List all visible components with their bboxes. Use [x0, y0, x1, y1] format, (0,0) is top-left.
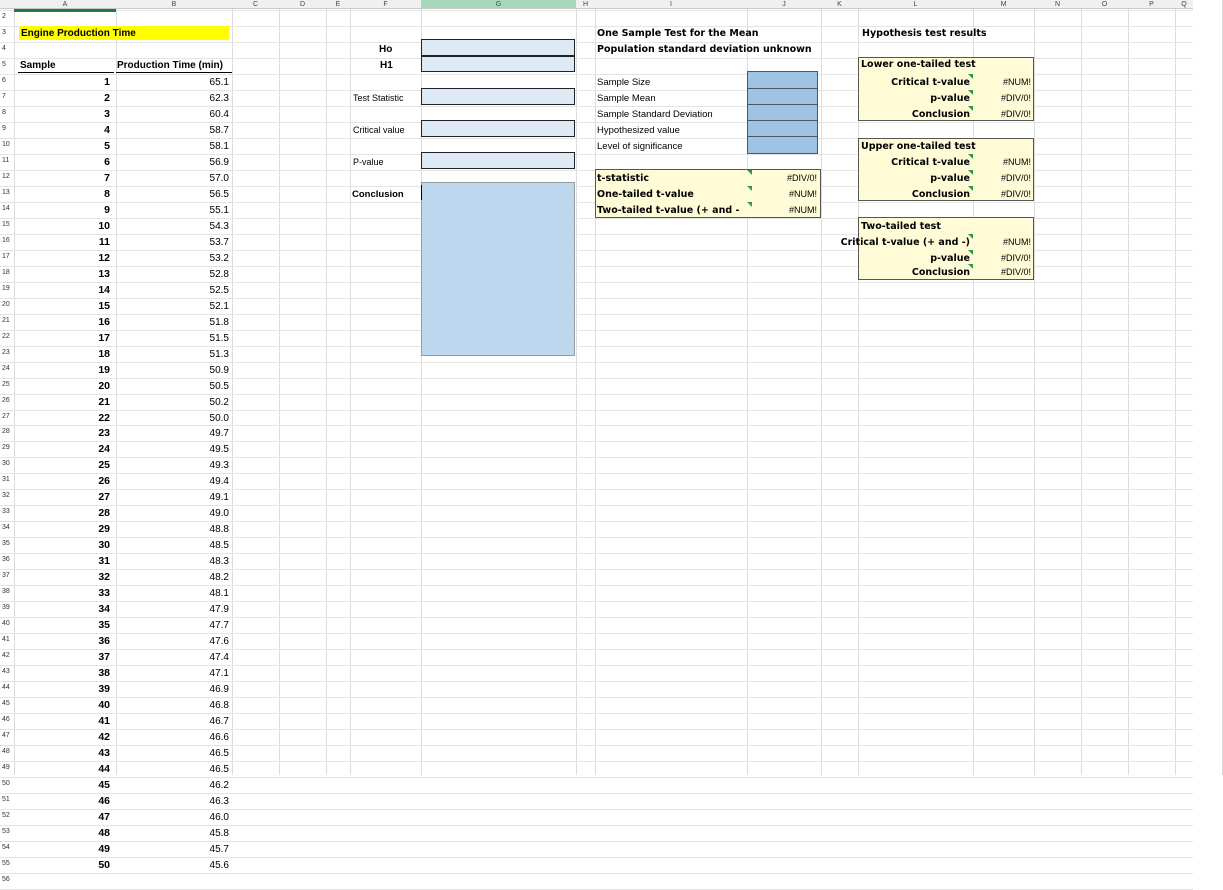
result-label: Critical t-value [891, 157, 970, 168]
ho-label: Ho [379, 44, 393, 55]
column-gridline [326, 0, 327, 775]
sample-number: 43 [98, 747, 110, 759]
sample-number: 42 [98, 731, 110, 743]
sample-number: 3 [104, 108, 110, 120]
column-header-o[interactable]: O [1081, 0, 1128, 9]
row-header-51[interactable]: 51 [2, 796, 10, 803]
h1-label: H1 [380, 60, 393, 71]
production-time-value: 49.0 [209, 508, 229, 519]
production-time-value: 46.6 [209, 732, 229, 743]
production-time-value: 57.0 [209, 173, 229, 184]
one-sample-title: One Sample Test for the Mean [597, 28, 759, 39]
error-indicator [968, 74, 973, 79]
row-header-2[interactable]: 2 [2, 13, 6, 20]
sample-number: 26 [98, 475, 110, 487]
sample-number: 21 [98, 396, 110, 408]
row-header-45[interactable]: 45 [2, 700, 10, 707]
row-gridline [0, 809, 1193, 810]
result-value: #DIV/0! [1000, 109, 1031, 119]
production-time-value: 46.7 [209, 716, 229, 727]
row-gridline [0, 569, 1193, 570]
result-value: #DIV/0! [1000, 189, 1031, 199]
sample-number: 7 [104, 172, 110, 184]
t-result-value: #NUM! [788, 189, 817, 199]
row-header-20[interactable]: 20 [2, 301, 10, 308]
sample-number: 41 [98, 715, 110, 727]
column-header-i[interactable]: I [595, 0, 747, 9]
column-header-g[interactable]: G [421, 0, 576, 9]
row-header-47[interactable]: 47 [2, 732, 10, 739]
production-time-value: 53.2 [209, 253, 229, 264]
sample-number: 12 [98, 252, 110, 264]
column-gridline [1034, 0, 1035, 775]
row-header-7[interactable]: 7 [2, 93, 6, 100]
row-header-23[interactable]: 23 [2, 349, 10, 356]
column-header-m[interactable]: M [973, 0, 1034, 9]
production-time-value: 53.7 [209, 237, 229, 248]
row-gridline [0, 873, 1193, 874]
sample-number: 19 [98, 364, 110, 376]
production-time-value: 46.2 [209, 780, 229, 791]
row-header-52[interactable]: 52 [2, 812, 10, 819]
one-sample-label: Sample Mean [597, 93, 656, 104]
column-header-h[interactable]: H [576, 0, 595, 9]
result-label: Critical t-value [891, 77, 970, 88]
one-sample-label: Hypothesized value [597, 125, 680, 136]
t-result-value: #DIV/0! [786, 173, 817, 183]
production-time-value: 58.7 [209, 125, 229, 136]
row-gridline [0, 665, 1193, 666]
result-value: #DIV/0! [1000, 93, 1031, 103]
test-statistic-label: Test Statistic [353, 93, 404, 103]
result-label: Critical t-value (+ and -) [840, 237, 970, 248]
row-header-35[interactable]: 35 [2, 540, 10, 547]
sample-number: 30 [98, 539, 110, 551]
production-time-value: 49.3 [209, 460, 229, 471]
column-gridline [1175, 0, 1176, 775]
production-time-value: 52.8 [209, 269, 229, 280]
sample-number: 31 [98, 555, 110, 567]
one-sample-label: Level of significance [597, 141, 683, 152]
row-header-36[interactable]: 36 [2, 556, 10, 563]
row-header-41[interactable]: 41 [2, 636, 10, 643]
sample-number: 27 [98, 491, 110, 503]
row-header-6[interactable]: 6 [2, 77, 6, 84]
row-header-40[interactable]: 40 [2, 620, 10, 627]
result-label: p-value [930, 173, 970, 184]
production-time-value: 56.9 [209, 157, 229, 168]
row-header-48[interactable]: 48 [2, 748, 10, 755]
column-header-b[interactable]: B [116, 0, 232, 9]
result-value: #DIV/0! [1000, 267, 1031, 277]
production-time-value: 45.8 [209, 828, 229, 839]
conclusion-input[interactable] [421, 182, 575, 356]
column-header-f[interactable]: F [350, 0, 421, 9]
row-header-18[interactable]: 18 [2, 269, 10, 276]
row-gridline [0, 42, 1193, 43]
result-label: p-value [930, 253, 970, 264]
row-header-37[interactable]: 37 [2, 572, 10, 579]
sample-number: 22 [98, 412, 110, 424]
sample-number: 23 [98, 427, 110, 439]
row-header-53[interactable]: 53 [2, 828, 10, 835]
row-gridline [0, 457, 1193, 458]
sample-number: 35 [98, 619, 110, 631]
production-time-value: 46.5 [209, 748, 229, 759]
error-indicator [747, 186, 752, 191]
sample-number: 46 [98, 795, 110, 807]
row-gridline [0, 489, 1193, 490]
row-gridline [0, 649, 1193, 650]
row-header-33[interactable]: 33 [2, 508, 10, 515]
row-header-27[interactable]: 27 [2, 413, 10, 420]
row-gridline [0, 122, 1193, 123]
production-time-value: 62.3 [209, 93, 229, 104]
production-time-value: 46.5 [209, 764, 229, 775]
result-label: p-value [930, 93, 970, 104]
error-indicator [968, 106, 973, 111]
data-title: Engine Production Time [21, 28, 136, 39]
production-time-value: 47.7 [209, 620, 229, 631]
production-time-value: 51.3 [209, 349, 229, 360]
sample-number: 4 [104, 124, 110, 136]
result-label: Conclusion [911, 189, 970, 200]
column-gridline [595, 0, 596, 775]
row-gridline [0, 521, 1193, 522]
row-header-56[interactable]: 56 [2, 876, 10, 883]
lower-tailed-title: Lower one-tailed test [861, 59, 976, 70]
column-header-p[interactable]: P [1128, 0, 1175, 9]
row-header-54[interactable]: 54 [2, 844, 10, 851]
production-time-value: 47.9 [209, 604, 229, 615]
sample-number: 16 [98, 316, 110, 328]
sample-number: 15 [98, 300, 110, 312]
sample-number: 33 [98, 587, 110, 599]
result-value: #DIV/0! [1000, 173, 1031, 183]
row-header-8[interactable]: 8 [2, 109, 6, 116]
critical-value-input[interactable] [421, 120, 575, 137]
upper-tailed-title: Upper one-tailed test [861, 141, 976, 152]
column-header-k[interactable]: K [821, 0, 858, 9]
row-header-30[interactable]: 30 [2, 460, 10, 467]
row-gridline [0, 537, 1193, 538]
production-time-value: 47.1 [209, 668, 229, 679]
row-gridline [0, 633, 1193, 634]
column-header-q[interactable]: Q [1175, 0, 1193, 9]
row-gridline [0, 713, 1193, 714]
conclusion-cursor [421, 185, 422, 200]
row-header-14[interactable]: 14 [2, 205, 10, 212]
production-time-value: 48.3 [209, 556, 229, 567]
sample-number: 36 [98, 635, 110, 647]
production-time-value: 49.5 [209, 444, 229, 455]
t-result-label: t-statistic [597, 173, 649, 184]
sample-inputs-divider-2 [747, 104, 818, 105]
sample-number: 5 [104, 140, 110, 152]
sample-number: 25 [98, 459, 110, 471]
row-header-31[interactable]: 31 [2, 476, 10, 483]
production-time-value: 46.8 [209, 700, 229, 711]
row-header-24[interactable]: 24 [2, 365, 10, 372]
row-header-29[interactable]: 29 [2, 444, 10, 451]
column-header-d[interactable]: D [279, 0, 326, 9]
row-gridline [0, 425, 1193, 426]
column-gridline [1081, 0, 1082, 775]
column-gridline [279, 0, 280, 775]
column-header-e[interactable]: E [326, 0, 350, 9]
critical-value-label: Critical value [353, 125, 405, 135]
row-gridline [0, 777, 1193, 778]
production-time-value: 46.9 [209, 684, 229, 695]
row-gridline [0, 346, 1193, 347]
row-gridline [0, 473, 1193, 474]
one-sample-subtitle: Population standard deviation unknown [597, 44, 812, 55]
error-indicator [968, 170, 973, 175]
row-header-19[interactable]: 19 [2, 285, 10, 292]
error-indicator [968, 186, 973, 191]
error-indicator [968, 90, 973, 95]
production-time-value: 48.1 [209, 588, 229, 599]
column-gridline [232, 0, 233, 775]
row-header-38[interactable]: 38 [2, 588, 10, 595]
sample-number: 20 [98, 380, 110, 392]
error-indicator [968, 264, 973, 269]
two-tailed-title: Two-tailed test [861, 221, 941, 232]
row-gridline [0, 825, 1193, 826]
sample-number: 44 [98, 763, 110, 775]
sample-number: 6 [104, 156, 110, 168]
time-header-underline [116, 72, 232, 73]
row-header-4[interactable]: 4 [2, 45, 6, 52]
sample-number: 2 [104, 92, 110, 104]
production-time-value: 60.4 [209, 109, 229, 120]
t-result-label: One-tailed t-value [597, 189, 694, 200]
production-time-value: 48.2 [209, 572, 229, 583]
row-header-11[interactable]: 11 [2, 157, 10, 164]
sample-number: 10 [98, 220, 110, 232]
row-header-21[interactable]: 21 [2, 317, 10, 324]
sample-inputs-divider-4 [747, 136, 818, 137]
result-value: #NUM! [1002, 77, 1031, 87]
row-gridline [0, 857, 1193, 858]
row-gridline [0, 681, 1193, 682]
production-time-value: 50.2 [209, 397, 229, 408]
sample-number: 37 [98, 651, 110, 663]
production-time-value: 54.3 [209, 221, 229, 232]
column-gridline [1128, 0, 1129, 775]
t-result-value: #NUM! [788, 205, 817, 215]
sample-number: 13 [98, 268, 110, 280]
error-indicator [968, 234, 973, 239]
hypothesis-results-title: Hypothesis test results [862, 28, 987, 39]
sample-number: 50 [98, 859, 110, 871]
row-gridline [0, 729, 1193, 730]
production-time-value: 46.3 [209, 796, 229, 807]
sample-number: 1 [104, 76, 110, 88]
row-gridline [0, 282, 1193, 283]
row-header-3[interactable]: 3 [2, 29, 6, 36]
select-all-corner[interactable] [0, 0, 14, 9]
row-header-55[interactable]: 55 [2, 860, 10, 867]
sample-header: Sample [20, 60, 56, 71]
row-header-12[interactable]: 12 [2, 173, 10, 180]
production-time-value: 52.5 [209, 285, 229, 296]
row-header-9[interactable]: 9 [2, 125, 6, 132]
sample-header-underline [18, 72, 114, 73]
test-statistic-input[interactable] [421, 88, 575, 105]
production-time-value: 47.6 [209, 636, 229, 647]
production-time-value: 56.5 [209, 189, 229, 200]
sample-number: 29 [98, 523, 110, 535]
column-gridline [421, 0, 422, 775]
p-value-input[interactable] [421, 152, 575, 169]
sample-number: 45 [98, 779, 110, 791]
row-gridline [0, 553, 1193, 554]
production-time-value: 55.1 [209, 205, 229, 216]
row-header-32[interactable]: 32 [2, 492, 10, 499]
row-gridline [0, 697, 1193, 698]
row-header-46[interactable]: 46 [2, 716, 10, 723]
one-sample-label: Sample Size [597, 77, 651, 88]
row-gridline [0, 617, 1193, 618]
row-header-10[interactable]: 10 [2, 141, 10, 148]
row-header-22[interactable]: 22 [2, 333, 10, 340]
sample-inputs-divider-3 [747, 120, 818, 121]
row-header-13[interactable]: 13 [2, 189, 10, 196]
sample-number: 34 [98, 603, 110, 615]
production-time-value: 52.1 [209, 301, 229, 312]
row-gridline [0, 362, 1193, 363]
row-header-34[interactable]: 34 [2, 524, 10, 531]
row-gridline [0, 314, 1193, 315]
row-gridline [0, 793, 1193, 794]
column-header-c[interactable]: C [232, 0, 279, 9]
sample-number: 28 [98, 507, 110, 519]
row-header-42[interactable]: 42 [2, 652, 10, 659]
production-time-value: 58.1 [209, 141, 229, 152]
production-time-value: 51.8 [209, 317, 229, 328]
row-gridline [0, 761, 1193, 762]
sample-number: 18 [98, 348, 110, 360]
column-header-a[interactable]: A [14, 0, 116, 9]
p-value-label: P-value [353, 157, 384, 167]
sample-number: 47 [98, 811, 110, 823]
row-header-25[interactable]: 25 [2, 381, 10, 388]
production-time-value: 48.8 [209, 524, 229, 535]
production-time-value: 49.1 [209, 492, 229, 503]
sample-number: 48 [98, 827, 110, 839]
production-time-value: 65.1 [209, 77, 229, 88]
error-indicator [747, 170, 752, 175]
row-header-49[interactable]: 49 [2, 764, 10, 771]
sample-number: 39 [98, 683, 110, 695]
production-time-header: Production Time (min) [117, 60, 223, 71]
row-header-44[interactable]: 44 [2, 684, 10, 691]
row-header-26[interactable]: 26 [2, 397, 10, 404]
production-time-value: 47.4 [209, 652, 229, 663]
row-gridline [0, 505, 1193, 506]
row-header-17[interactable]: 17 [2, 253, 10, 260]
sample-number: 9 [104, 204, 110, 216]
row-header-5[interactable]: 5 [2, 61, 6, 68]
error-indicator [747, 202, 752, 207]
production-time-value: 46.0 [209, 812, 229, 823]
production-time-value: 49.7 [209, 428, 229, 439]
sample-number: 32 [98, 571, 110, 583]
row-gridline [0, 601, 1193, 602]
one-sample-label: Sample Standard Deviation [597, 109, 713, 120]
row-header-43[interactable]: 43 [2, 668, 10, 675]
production-time-value: 45.6 [209, 860, 229, 871]
production-time-value: 49.4 [209, 476, 229, 487]
h1-input[interactable] [421, 56, 575, 72]
production-time-value: 45.7 [209, 844, 229, 855]
production-time-value: 50.0 [209, 413, 229, 424]
sample-inputs-divider-1 [747, 88, 818, 89]
result-label: Conclusion [911, 109, 970, 120]
production-time-value: 50.5 [209, 381, 229, 392]
row-header-16[interactable]: 16 [2, 237, 10, 244]
sample-number: 24 [98, 443, 110, 455]
error-indicator [968, 250, 973, 255]
sample-number: 49 [98, 843, 110, 855]
sample-number: 14 [98, 284, 110, 296]
ho-input[interactable] [421, 39, 575, 56]
production-time-value: 51.5 [209, 333, 229, 344]
row-header-50[interactable]: 50 [2, 780, 10, 787]
t-result-label: Two-tailed t-value (+ and - [597, 205, 740, 216]
column-gridline [350, 0, 351, 775]
sample-number: 40 [98, 699, 110, 711]
result-value: #NUM! [1002, 237, 1031, 247]
row-header-28[interactable]: 28 [2, 428, 10, 435]
column-gridline [576, 0, 577, 775]
row-gridline [0, 745, 1193, 746]
error-indicator [968, 154, 973, 159]
column-header-l[interactable]: L [858, 0, 973, 9]
row-gridline [0, 410, 1193, 411]
result-value: #NUM! [1002, 157, 1031, 167]
row-gridline [0, 10, 1193, 11]
column-header-j[interactable]: J [747, 0, 821, 9]
conclusion-label: Conclusion [352, 189, 404, 200]
row-gridline [0, 585, 1193, 586]
row-gridline [0, 330, 1193, 331]
result-value: #DIV/0! [1000, 253, 1031, 263]
row-header-15[interactable]: 15 [2, 221, 10, 228]
row-gridline [0, 441, 1193, 442]
result-label: Conclusion [911, 267, 970, 278]
sample-number: 8 [104, 188, 110, 200]
sample-number: 11 [98, 236, 110, 248]
row-gridline [0, 298, 1193, 299]
row-gridline [0, 394, 1193, 395]
sample-number: 38 [98, 667, 110, 679]
row-gridline [0, 841, 1193, 842]
production-time-value: 50.9 [209, 365, 229, 376]
active-cell-indicator [14, 9, 116, 12]
column-header-n[interactable]: N [1034, 0, 1081, 9]
sample-number: 17 [98, 332, 110, 344]
row-header-39[interactable]: 39 [2, 604, 10, 611]
production-time-value: 48.5 [209, 540, 229, 551]
row-gridline [0, 378, 1193, 379]
